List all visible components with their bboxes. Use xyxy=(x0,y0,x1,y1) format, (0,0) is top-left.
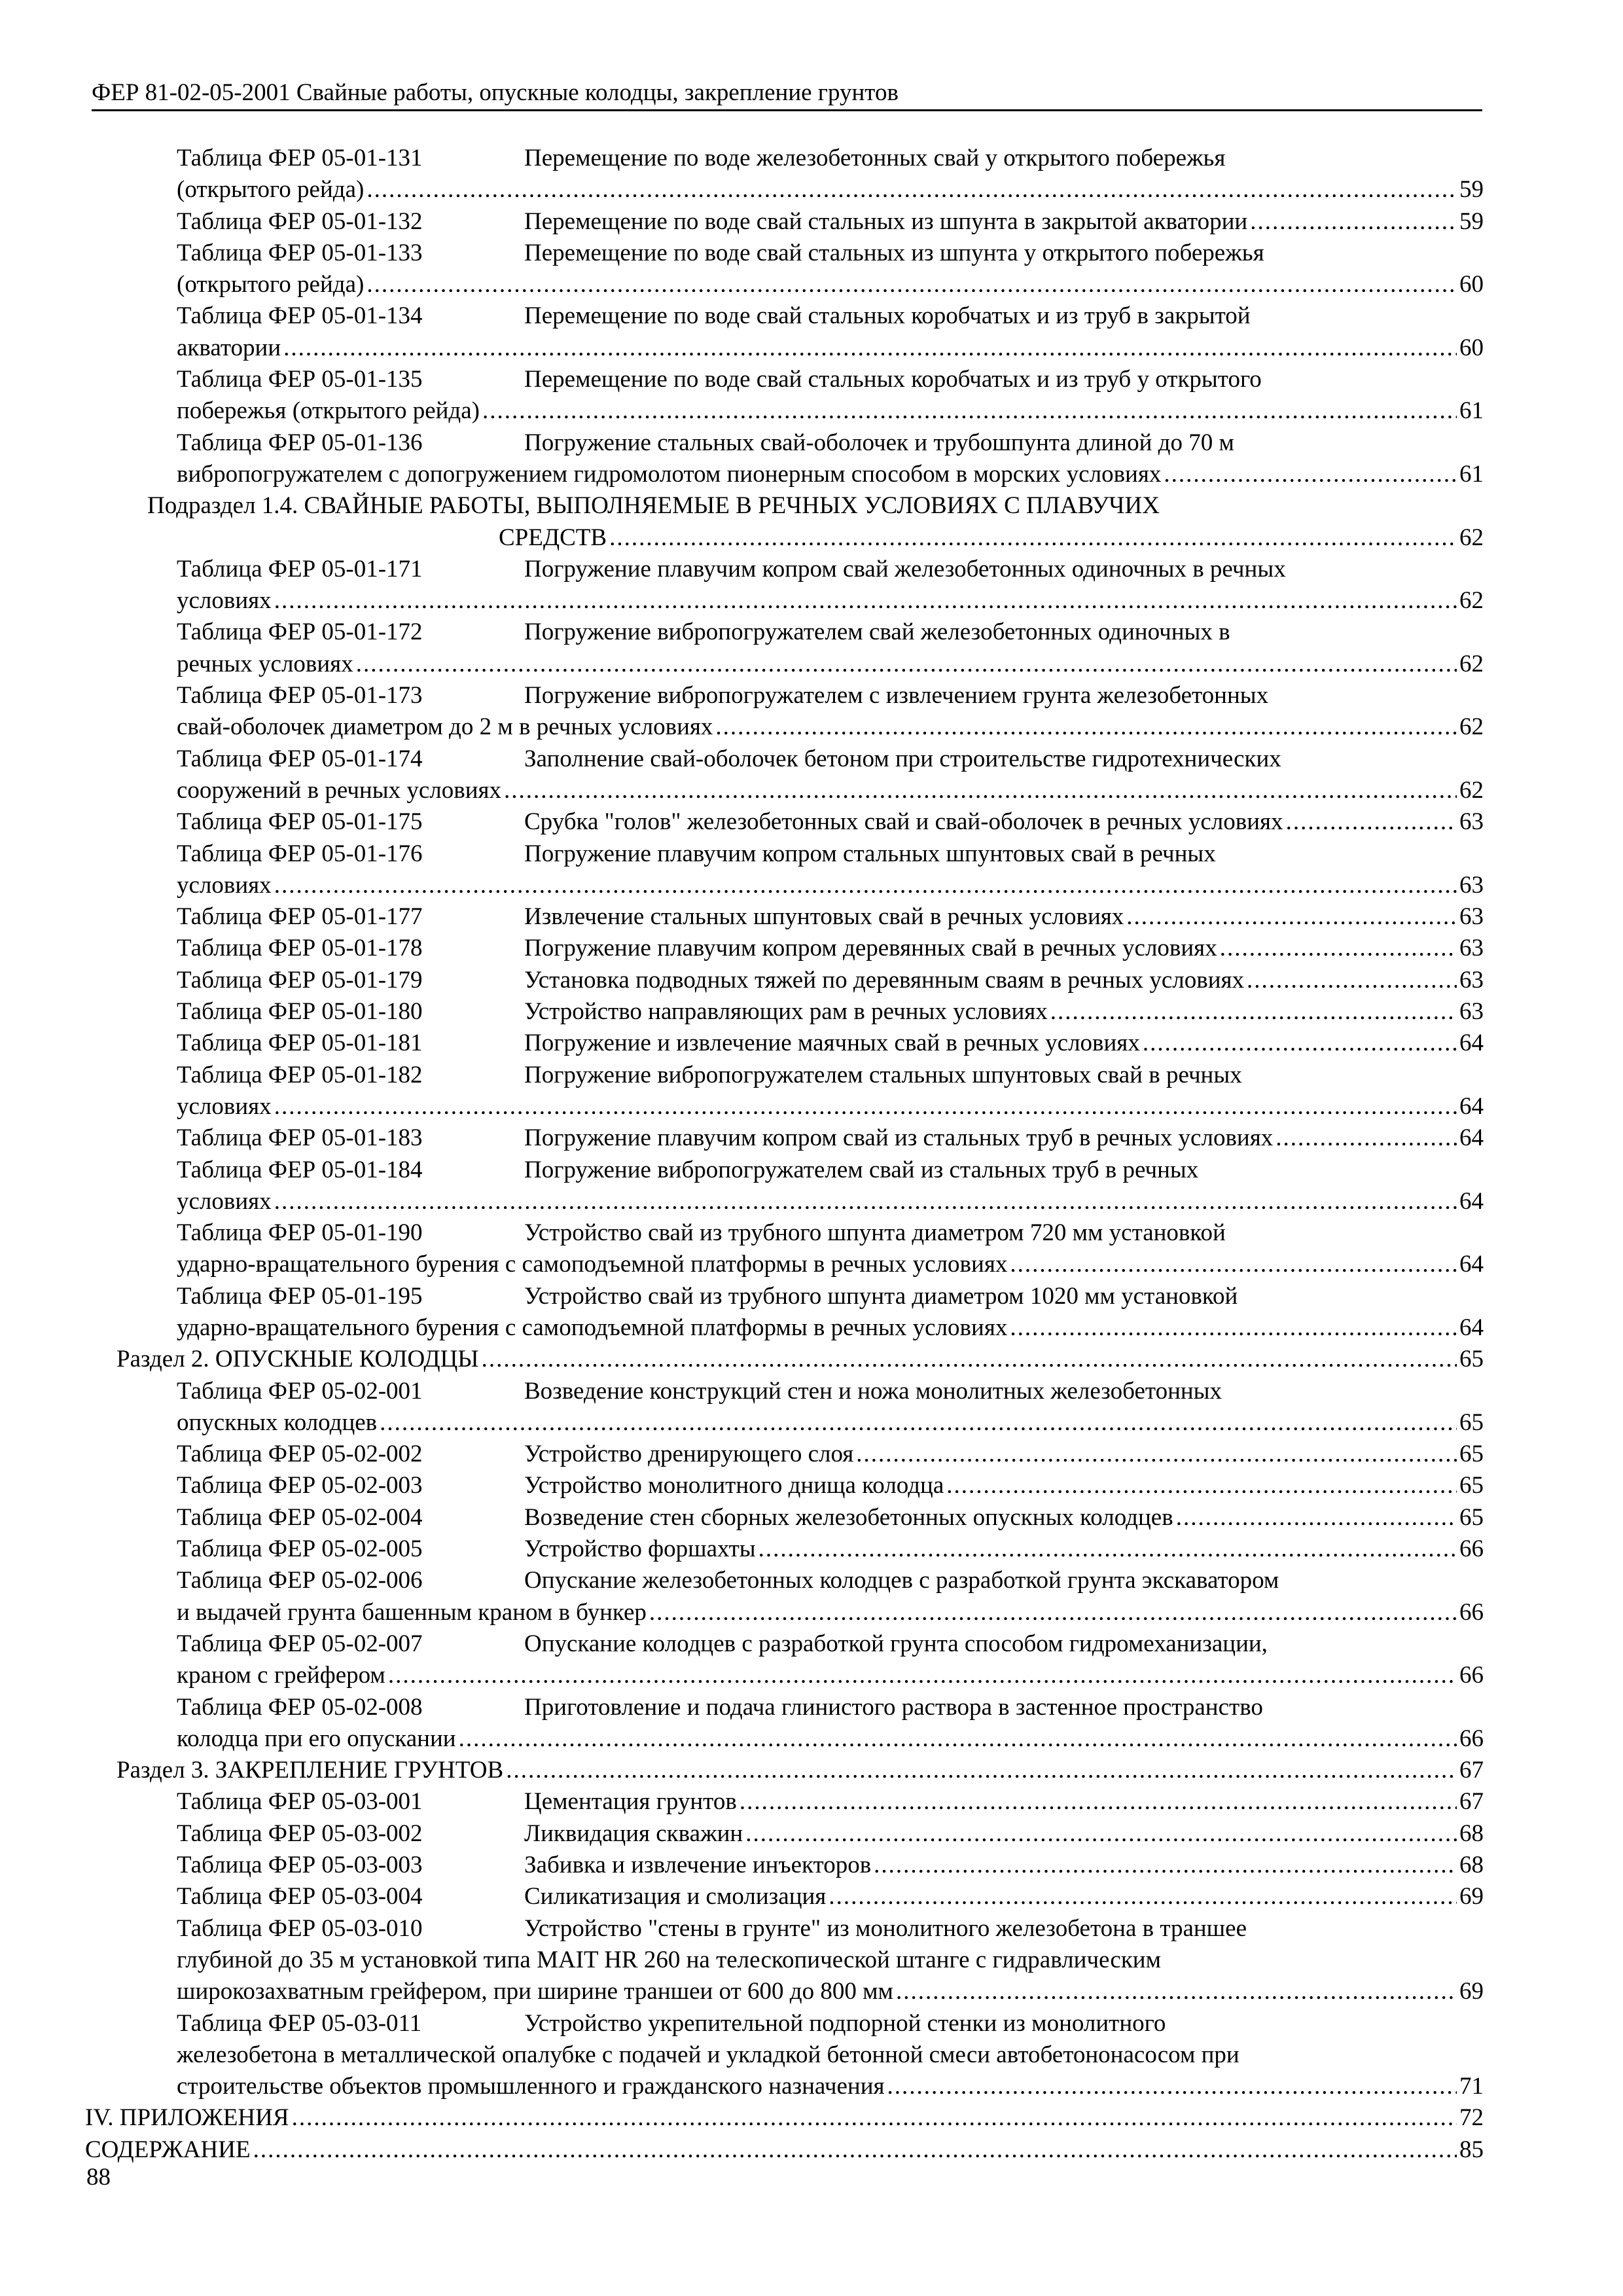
toc-page-number: 65 xyxy=(1459,1441,1484,1468)
toc-page-number: 69 xyxy=(1459,1978,1484,2005)
toc-table-code: Таблица ФЕР 05-03-011 xyxy=(177,2009,422,2037)
toc-table-entry xyxy=(0,744,1623,807)
toc-table-code: Таблица ФЕР 05-01-184 xyxy=(177,1156,423,1183)
toc-page-number: 59 xyxy=(1459,207,1484,235)
toc-table-entry xyxy=(0,1881,1623,1912)
toc-first-line xyxy=(177,300,1623,332)
toc-leader-line xyxy=(177,933,1484,964)
toc-entry-title: Погружение плавучим копром свай железобетонных одиночных в речных xyxy=(524,555,1286,583)
toc-table-code: Таблица ФЕР 05-01-190 xyxy=(177,1219,423,1247)
toc-table-code: Таблица ФЕР 05-01-135 xyxy=(177,366,423,393)
toc-page-number: 67 xyxy=(1459,1757,1484,1784)
toc-leader-line xyxy=(177,585,1484,617)
toc-table-entry xyxy=(0,206,1623,238)
toc-table-code: Таблица ФЕР 05-01-178 xyxy=(177,935,423,962)
toc-leader-line xyxy=(177,711,1484,743)
toc-first-line xyxy=(177,1217,1623,1249)
toc-entry-title: сооружений в речных условиях xyxy=(177,776,502,804)
toc-first-line xyxy=(177,617,1623,648)
toc-leader-line xyxy=(177,1502,1484,1534)
toc-dot-leader xyxy=(283,332,1457,364)
toc-entry-title: Погружение вибропогружателем свай железобетонных одиночных в xyxy=(524,619,1230,646)
toc-entry-title: ударно-вращательного бурения с самоподъемной платформы в речных условиях xyxy=(177,1251,1008,1278)
toc-leader-line xyxy=(177,1818,1484,1850)
toc-leader-line xyxy=(177,1407,1484,1439)
toc-table-code: Таблица ФЕР 05-01-172 xyxy=(177,619,423,646)
toc-leader-line xyxy=(177,1534,1484,1565)
toc-dot-leader xyxy=(856,1439,1457,1470)
toc-page-number: 65 xyxy=(1459,1472,1484,1499)
toc-leader-line xyxy=(177,870,1484,901)
toc-entry-title: Погружение плавучим копром деревянных свай в речных условиях xyxy=(524,935,1217,962)
toc-page-number: 69 xyxy=(1459,1883,1484,1910)
toc-table-entry xyxy=(0,1470,1623,1501)
toc-entry-title: и выдачей грунта башенным краном в бункер xyxy=(177,1598,647,1626)
toc-top-entry xyxy=(0,2102,1623,2134)
toc-entry-title: Перемещение по воде свай стальных коробчатых и из труб в закрытой xyxy=(524,302,1251,330)
toc-entry-title: вибропогружателем с допогружением гидромолотом пионерным способом в морских условиях xyxy=(177,460,1162,488)
toc-leader-line xyxy=(177,649,1484,680)
toc-entry-title: Перемещение по воде свай стальных коробчатых и из труб у открытого xyxy=(524,366,1262,393)
toc-table-entry xyxy=(0,1281,1623,1344)
toc-table-entry xyxy=(0,1060,1623,1123)
toc-page-number: 61 xyxy=(1459,397,1484,425)
toc-dot-leader xyxy=(274,585,1457,617)
toc-dot-leader xyxy=(1143,1028,1457,1059)
toc-dot-leader xyxy=(649,1597,1457,1628)
toc-leader-line xyxy=(177,1881,1484,1912)
toc-table-code: Таблица ФЕР 05-01-195 xyxy=(177,1282,423,1310)
toc-section-entry xyxy=(0,1755,1623,1786)
toc-page-number: 72 xyxy=(1459,2104,1484,2132)
toc-dot-leader xyxy=(887,2071,1457,2102)
toc-first-line xyxy=(177,1913,1623,1945)
toc-leader-line xyxy=(177,965,1484,996)
toc-page-number: 59 xyxy=(1459,176,1484,204)
toc-page-number: 62 xyxy=(1459,713,1484,741)
toc-leader-line xyxy=(116,1344,1484,1375)
toc-table-code: Таблица ФЕР 05-02-005 xyxy=(177,1535,423,1563)
toc-page-number: 71 xyxy=(1459,2073,1484,2100)
toc-leader-line xyxy=(177,174,1484,206)
toc-entry-title: речных условиях xyxy=(177,650,353,677)
toc-table-code: Таблица ФЕР 05-01-180 xyxy=(177,998,423,1026)
toc-dot-leader xyxy=(829,1881,1457,1912)
toc-dot-leader xyxy=(609,522,1457,554)
toc-dot-leader xyxy=(388,1660,1457,1691)
toc-entry-title: Раздел 3. ЗАКРЕПЛЕНИЕ ГРУНТОВ xyxy=(116,1757,504,1784)
toc-entry-title: широкозахватным грейфером, при ширине траншеи от 600 до 800 мм xyxy=(177,1978,893,2005)
toc-entry-title: Установка подводных тяжей по деревянным сваям в речных условиях xyxy=(524,966,1245,994)
toc-leader-line xyxy=(147,522,1484,554)
toc-table-entry xyxy=(0,996,1623,1028)
toc-entry-title: Возведение стен сборных железобетонных опускных колодцев xyxy=(524,1503,1173,1531)
toc-page-number: 66 xyxy=(1459,1598,1484,1626)
toc-first-line xyxy=(177,427,1623,459)
toc-table-entry xyxy=(0,806,1623,838)
toc-entry-title: Приготовление и подача глинистого раствора в застенное пространство xyxy=(524,1693,1263,1721)
toc-table-entry xyxy=(0,933,1623,964)
toc-table-entry xyxy=(0,364,1623,427)
toc-entry-title: (открытого рейда) xyxy=(177,176,365,204)
toc-dot-leader xyxy=(1050,996,1457,1028)
toc-table-code: Таблица ФЕР 05-03-004 xyxy=(177,1883,423,1910)
toc-table-entry xyxy=(0,1122,1623,1154)
toc-dot-leader xyxy=(1010,1312,1457,1344)
toc-table-code: Таблица ФЕР 05-02-002 xyxy=(177,1441,423,1468)
toc-first-line xyxy=(177,1155,1623,1186)
toc-entry-title: Устройство направляющих рам в речных условиях xyxy=(524,998,1048,1026)
toc-entry-title: Перемещение по воде железобетонных свай у открытого побережья xyxy=(524,145,1226,171)
toc-first-line xyxy=(177,554,1623,585)
toc-table-entry xyxy=(0,1217,1623,1281)
toc-dot-leader xyxy=(1250,206,1457,238)
toc-page-number: 66 xyxy=(1459,1535,1484,1563)
toc-table-entry xyxy=(0,300,1623,364)
toc-entry-title: СРЕДСТВ xyxy=(499,524,607,551)
toc-table-entry xyxy=(0,1913,1623,2008)
toc-entry-title: (открытого рейда) xyxy=(177,271,365,298)
toc-dot-leader xyxy=(1275,1122,1457,1154)
toc-continuation-line: железобетона в металлической опалубке с подачей и укладкой бетонной смеси автобетононасосом при xyxy=(177,2041,1240,2068)
toc-table-code: Таблица ФЕР 05-01-171 xyxy=(177,555,423,583)
toc-table-entry xyxy=(0,238,1623,301)
toc-dot-leader xyxy=(459,1723,1457,1755)
toc-dot-leader xyxy=(274,870,1457,901)
toc-entry-title: Устройство свай из трубного шпунта диаметром 720 мм установкой xyxy=(524,1219,1226,1247)
toc-first-line xyxy=(177,1376,1623,1407)
toc-table-entry xyxy=(0,1565,1623,1628)
toc-leader-line xyxy=(177,269,1484,300)
toc-dot-leader xyxy=(482,1344,1457,1375)
toc-table-code: Таблица ФЕР 05-02-006 xyxy=(177,1567,423,1594)
toc-page-number: 60 xyxy=(1459,334,1484,361)
page-number: 88 xyxy=(86,2164,111,2191)
toc-entry-title: Извлечение стальных шпунтовых свай в речных условиях xyxy=(524,903,1124,931)
toc-table-entry xyxy=(0,2008,1623,2103)
toc-table-code: Таблица ФЕР 05-01-136 xyxy=(177,429,423,456)
toc-table-code: Таблица ФЕР 05-01-176 xyxy=(177,840,423,867)
toc-entry-title: Цементация грунтов xyxy=(524,1788,737,1816)
toc-leader-line xyxy=(177,1028,1484,1059)
toc-page-number: 65 xyxy=(1459,1503,1484,1531)
toc-entry-title: Заполнение свай-оболочек бетоном при строительстве гидротехнических xyxy=(524,745,1281,772)
toc-dot-leader xyxy=(504,775,1457,806)
toc-page-number: 85 xyxy=(1459,2136,1484,2163)
toc-dot-leader xyxy=(1220,933,1457,964)
toc-page-number: 63 xyxy=(1459,966,1484,994)
toc-entry-title: СОДЕРЖАНИЕ xyxy=(85,2136,251,2163)
toc-entry-title: Раздел 2. ОПУСКНЫЕ КОЛОДЦЫ xyxy=(116,1346,479,1373)
toc-subsection-entry xyxy=(0,490,1623,554)
running-header: ФЕР 81-02-05-2001 Свайные работы, опускные колодцы, закрепление грунтов xyxy=(92,79,1482,111)
toc-entry-title: Перемещение по воде свай стальных из шпунта у открытого побережья xyxy=(524,239,1264,266)
toc-table-code: Таблица ФЕР 05-02-004 xyxy=(177,1503,423,1531)
toc-table-code: Таблица ФЕР 05-03-001 xyxy=(177,1788,423,1816)
toc-leader-line xyxy=(177,1249,1484,1280)
toc-dot-leader xyxy=(366,174,1457,206)
toc-entry-title: краном с грейфером xyxy=(177,1662,385,1689)
toc-entry-title: Срубка "голов" железобетонных свай и свай-оболочек в речных условиях xyxy=(524,808,1283,836)
toc-entry-title: строительстве объектов промышленного и гражданского назначения xyxy=(177,2073,885,2100)
toc-section-entry xyxy=(0,1344,1623,1375)
toc-dot-leader xyxy=(1010,1249,1457,1280)
toc-table-code: Таблица ФЕР 05-01-182 xyxy=(177,1061,423,1088)
toc-dot-leader xyxy=(1164,459,1457,490)
toc-leader-line xyxy=(177,996,1484,1028)
toc-table-code: Таблица ФЕР 05-03-010 xyxy=(177,1914,423,1942)
toc-dot-leader xyxy=(1286,806,1457,838)
toc-first-line xyxy=(177,364,1623,395)
toc-entry-title: условиях xyxy=(177,1187,272,1215)
toc-leader-line xyxy=(177,1660,1484,1691)
toc-entry-title: Забивка и извлечение инъекторов xyxy=(524,1852,872,1879)
toc-table-entry xyxy=(0,1028,1623,1059)
toc-table-code: Таблица ФЕР 05-01-133 xyxy=(177,239,423,266)
toc-entry-title: ударно-вращательного бурения с самоподъемной платформы в речных условиях xyxy=(177,1314,1008,1341)
toc-leader-line xyxy=(177,775,1484,806)
toc-entry-title: Устройство "стены в грунте" из монолитного железобетона в траншее xyxy=(524,1914,1247,1942)
toc-dot-leader xyxy=(740,1786,1457,1818)
toc-entry-title: Опускание железобетонных колодцев с разработкой грунта экскаватором xyxy=(524,1567,1279,1594)
toc-entry-title: побережья (открытого рейда) xyxy=(177,397,480,425)
toc-first-line xyxy=(177,1281,1623,1312)
toc-table-entry xyxy=(0,1534,1623,1565)
toc-dot-leader xyxy=(1176,1502,1457,1534)
toc-table-code: Таблица ФЕР 05-01-177 xyxy=(177,903,423,931)
toc-leader-line xyxy=(177,1470,1484,1501)
toc-first-line xyxy=(177,744,1623,775)
toc-entry-title: Погружение плавучим копром стальных шпунтовых свай в речных xyxy=(524,840,1216,867)
toc-entry-title: Силикатизация и смолизация xyxy=(524,1883,827,1910)
toc-page-number: 61 xyxy=(1459,460,1484,488)
toc-dot-leader xyxy=(896,1976,1457,2007)
toc-leader-line xyxy=(177,2071,1484,2102)
toc-entry-title: Устройство укрепительной подпорной стенки из монолитного xyxy=(524,2009,1166,2037)
toc-dot-leader xyxy=(758,1534,1457,1565)
toc-entry-title: Погружение вибропогружателем свай из стальных труб в речных xyxy=(524,1156,1199,1183)
toc-page-number: 64 xyxy=(1459,1251,1484,1278)
toc-dot-leader xyxy=(380,1407,1457,1439)
toc-leader-line xyxy=(177,1091,1484,1122)
toc-dot-leader xyxy=(1247,965,1457,996)
toc-dot-leader xyxy=(482,395,1457,427)
toc-dot-leader xyxy=(356,649,1457,680)
toc-page-number: 63 xyxy=(1459,998,1484,1026)
toc-table-entry xyxy=(0,838,1623,902)
toc-dot-leader xyxy=(715,711,1457,743)
toc-page-number: 65 xyxy=(1459,1346,1484,1373)
toc-entry-title: IV. ПРИЛОЖЕНИЯ xyxy=(85,2104,289,2132)
toc-dot-leader xyxy=(874,1850,1457,1881)
toc-entry-title: Устройство свай из трубного шпунта диаметром 1020 мм установкой xyxy=(524,1282,1238,1310)
toc-continuation-line: глубиной до 35 м установкой типа MAIT HR 260 на телескопической штанге с гидравлическим xyxy=(177,1946,1162,1973)
toc-page-number: 64 xyxy=(1459,1124,1484,1152)
toc-table-code: Таблица ФЕР 05-01-183 xyxy=(177,1124,423,1152)
toc-dot-leader xyxy=(253,2134,1457,2166)
toc-leader-line xyxy=(85,2102,1484,2134)
toc-table-code: Таблица ФЕР 05-01-179 xyxy=(177,966,423,994)
toc-first-line xyxy=(177,680,1623,711)
toc-page-number: 62 xyxy=(1459,587,1484,615)
toc-table-code: Таблица ФЕР 05-02-007 xyxy=(177,1630,423,1657)
toc-table-code: Таблица ФЕР 05-01-174 xyxy=(177,745,423,772)
toc-table-entry xyxy=(0,427,1623,491)
toc-entry-title: Устройство дренирующего слоя xyxy=(524,1441,854,1468)
toc-table-entry xyxy=(0,680,1623,744)
toc-entry-title: Устройство монолитного днища колодца xyxy=(524,1472,944,1499)
toc-entry-title: Погружение вибропогружателем стальных шпунтовых свай в речных xyxy=(524,1061,1242,1088)
toc-page-number: 68 xyxy=(1459,1852,1484,1879)
toc-first-line xyxy=(177,143,1623,174)
toc-first-line xyxy=(177,1565,1623,1596)
toc-table-entry xyxy=(0,554,1623,617)
toc-leader-line xyxy=(116,1755,1484,1786)
toc-entry-title: Перемещение по воде свай стальных из шпунта в закрытой акватории xyxy=(524,207,1248,235)
toc-leader-line xyxy=(177,459,1484,490)
toc-page-number: 66 xyxy=(1459,1662,1484,1689)
toc-first-line xyxy=(177,1692,1623,1723)
toc-entry-title: Погружение и извлечение маячных свай в речных условиях xyxy=(524,1030,1140,1057)
toc-table-code: Таблица ФЕР 05-01-173 xyxy=(177,682,423,709)
toc-page-number: 65 xyxy=(1459,1408,1484,1436)
toc-page-number: 68 xyxy=(1459,1820,1484,1847)
toc-entry-title: Опускание колодцев с разработкой грунта способом гидромеханизации, xyxy=(524,1630,1268,1657)
toc-table-entry xyxy=(0,901,1623,933)
toc-leader-line xyxy=(177,806,1484,838)
toc-page-number: 63 xyxy=(1459,808,1484,836)
toc-page-number: 62 xyxy=(1459,650,1484,677)
toc-entry-title: опускных колодцев xyxy=(177,1408,378,1436)
toc-table-entry xyxy=(0,1850,1623,1881)
toc-page-number: 66 xyxy=(1459,1725,1484,1752)
toc-table-code: Таблица ФЕР 05-01-131 xyxy=(177,145,423,171)
toc-leader-line xyxy=(177,1723,1484,1755)
toc-page-number: 64 xyxy=(1459,1092,1484,1120)
toc-table-entry xyxy=(0,965,1623,996)
toc-leader-line xyxy=(85,2134,1484,2166)
toc-entry-title: условиях xyxy=(177,871,272,899)
toc-table-entry xyxy=(0,1439,1623,1470)
toc-leader-line xyxy=(177,1976,1484,2007)
toc-leader-line xyxy=(177,206,1484,238)
toc-page-number: 62 xyxy=(1459,524,1484,551)
toc-first-line xyxy=(177,238,1623,269)
toc-dot-leader xyxy=(745,1818,1457,1850)
toc-table-entry xyxy=(0,617,1623,680)
toc-table-code: Таблица ФЕР 05-01-134 xyxy=(177,302,423,330)
toc-page-number: 64 xyxy=(1459,1314,1484,1341)
toc-table-entry xyxy=(0,1818,1623,1850)
toc-table-code: Таблица ФЕР 05-03-002 xyxy=(177,1820,423,1847)
toc-entry-title: условиях xyxy=(177,587,272,615)
toc-page-number: 63 xyxy=(1459,935,1484,962)
toc-dot-leader xyxy=(366,269,1457,300)
toc-entry-title: Погружение плавучим копром свай из стальных труб в речных условиях xyxy=(524,1124,1274,1152)
toc-first-line xyxy=(177,1060,1623,1091)
toc-first-line xyxy=(177,1628,1623,1660)
toc-leader-line xyxy=(177,1597,1484,1628)
toc-leader-line xyxy=(177,1439,1484,1470)
toc-table-code: Таблица ФЕР 05-02-008 xyxy=(177,1693,423,1721)
toc-entry-title: свай-оболочек диаметром до 2 м в речных условиях xyxy=(177,713,713,741)
toc-table-code: Таблица ФЕР 05-02-003 xyxy=(177,1472,423,1499)
toc-subsection-title: Подраздел 1.4. СВАЙНЫЕ РАБОТЫ, ВЫПОЛНЯЕМЫЕ В РЕЧНЫХ УСЛОВИЯХ С ПЛАВУЧИХ xyxy=(147,492,1160,520)
toc-table-code: Таблица ФЕР 05-01-132 xyxy=(177,207,423,235)
toc-entry-title: Ликвидация скважин xyxy=(524,1820,743,1847)
toc-page-number: 63 xyxy=(1459,871,1484,899)
toc-page-number: 60 xyxy=(1459,271,1484,298)
toc-page-number: 63 xyxy=(1459,903,1484,931)
toc-page-number: 67 xyxy=(1459,1788,1484,1816)
toc-table-entry xyxy=(0,1692,1623,1755)
toc-leader-line xyxy=(177,332,1484,364)
toc-leader-line xyxy=(177,1312,1484,1344)
toc-page-number: 64 xyxy=(1459,1030,1484,1057)
toc-entry-title: Погружение стальных свай-оболочек и трубошпунта длиной до 70 м xyxy=(524,429,1234,456)
toc-top-entry xyxy=(0,2134,1623,2166)
toc-entry-title: акватории xyxy=(177,334,281,361)
table-of-contents xyxy=(0,143,1623,2166)
toc-entry-title: Устройство форшахты xyxy=(524,1535,756,1563)
toc-first-line xyxy=(177,838,1623,870)
toc-table-code: Таблица ФЕР 05-02-001 xyxy=(177,1377,423,1405)
toc-dot-leader xyxy=(274,1091,1457,1122)
toc-table-code: Таблица ФЕР 05-03-003 xyxy=(177,1852,423,1879)
toc-leader-line xyxy=(177,1786,1484,1818)
toc-entry-title: условиях xyxy=(177,1092,272,1120)
toc-dot-leader xyxy=(946,1470,1457,1501)
toc-dot-leader xyxy=(506,1755,1457,1786)
toc-table-code: Таблица ФЕР 05-01-175 xyxy=(177,808,423,836)
toc-leader-line xyxy=(177,1850,1484,1881)
toc-leader-line xyxy=(177,901,1484,933)
toc-page-number: 64 xyxy=(1459,1187,1484,1215)
toc-page-number: 62 xyxy=(1459,776,1484,804)
toc-leader-line xyxy=(177,1186,1484,1217)
toc-table-entry xyxy=(0,1628,1623,1692)
toc-leader-line xyxy=(177,1122,1484,1154)
toc-table-entry xyxy=(0,1155,1623,1218)
toc-table-entry xyxy=(0,1376,1623,1439)
toc-table-entry xyxy=(0,143,1623,206)
toc-dot-leader xyxy=(274,1186,1457,1217)
toc-entry-title: Возведение конструкций стен и ножа монолитных железобетонных xyxy=(524,1377,1222,1405)
toc-dot-leader xyxy=(292,2102,1457,2134)
toc-table-code: Таблица ФЕР 05-01-181 xyxy=(177,1030,423,1057)
toc-table-entry xyxy=(0,1786,1623,1818)
toc-dot-leader xyxy=(1126,901,1457,933)
toc-entry-title: Погружение вибропогружателем с извлечением грунта железобетонных xyxy=(524,682,1269,709)
toc-table-entry xyxy=(0,1502,1623,1534)
toc-leader-line xyxy=(177,395,1484,427)
toc-first-line xyxy=(177,2008,1623,2039)
toc-entry-title: колодца при его опускании xyxy=(177,1725,456,1752)
